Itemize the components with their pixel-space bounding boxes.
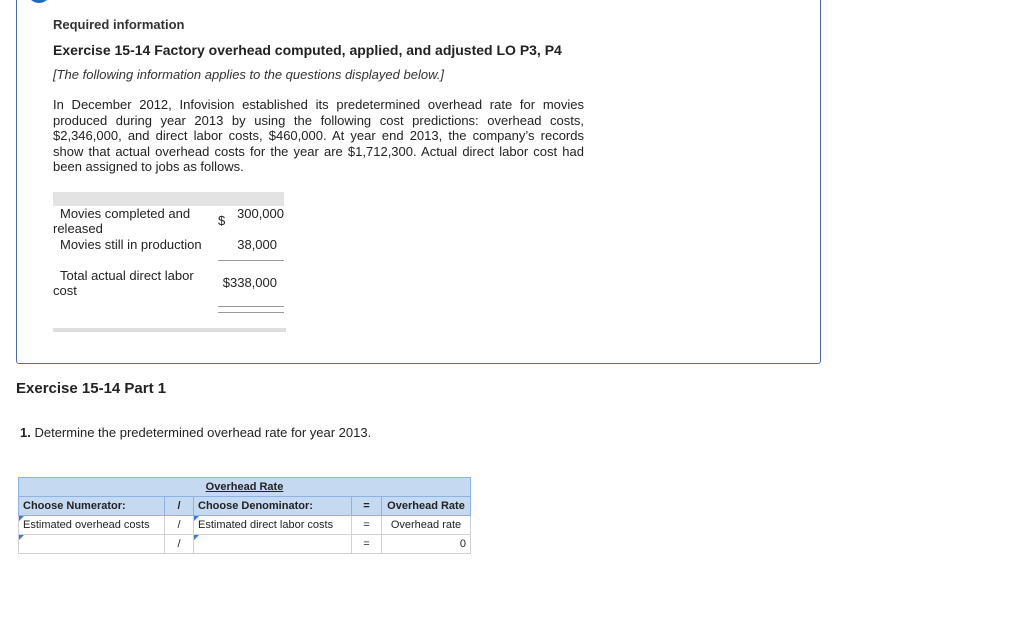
subtotal-rule — [218, 260, 284, 261]
equals-symbol: = — [352, 535, 382, 554]
total-double-rule-top — [218, 306, 284, 307]
question-text: Determine the predetermined overhead rate for year 2013. — [34, 425, 372, 440]
alert-icon — [27, 0, 51, 3]
currency-symbol: $ — [218, 213, 226, 228]
divide-symbol: / — [165, 516, 194, 535]
denominator-select[interactable]: Estimated direct labor costs — [194, 516, 352, 535]
cost-table-footer-bar — [53, 328, 286, 332]
overhead-rate-header: Overhead Rate — [19, 478, 471, 497]
equals-symbol: = — [352, 516, 382, 535]
divide-symbol: / — [165, 535, 194, 554]
required-information-label: Required information — [53, 17, 185, 32]
applies-note: [The following information applies to the questions displayed below.] — [53, 67, 444, 82]
cost-row-completed-value: 300,000 — [237, 206, 284, 221]
numerator-input[interactable] — [19, 535, 165, 554]
question-number: 1. — [20, 425, 31, 440]
numerator-header: Choose Numerator: — [19, 497, 165, 516]
exercise-title: Exercise 15-14 Factory overhead computed, applied, and adjusted LO P3, P4 — [53, 42, 562, 58]
numerator-select[interactable]: Estimated overhead costs — [19, 516, 165, 535]
cost-row-total-value: $338,000 — [222, 275, 277, 290]
denominator-header: Choose Denominator: — [194, 497, 352, 516]
equals-symbol: = — [352, 497, 382, 516]
result-header: Overhead Rate — [382, 497, 471, 516]
overhead-rate-table — [18, 477, 471, 554]
total-double-rule-bottom — [218, 312, 284, 313]
cost-row-production-label: Movies still in production — [60, 237, 202, 252]
part-title: Exercise 15-14 Part 1 — [16, 380, 167, 397]
problem-description: In December 2012, Infovision established its predetermined overhead rate for movies produced during year 2013 by using the following cost predictions: overhead costs, $2,346,000, and direct labor costs, $460,000. At year end 2013, the company’s records show that actual overhead costs for the year are $1,712,300. Actual direct labor cost had been assigned to jobs as follows. — [53, 97, 584, 174]
result-label: Overhead rate — [382, 516, 471, 535]
cost-row-completed-label: Movies completed and released — [53, 206, 191, 236]
cost-row-total-label: Total actual direct labor cost — [53, 268, 194, 298]
cost-table-header-bar — [53, 192, 284, 206]
denominator-input[interactable] — [194, 535, 352, 554]
overhead-rate-result: 0 — [382, 535, 471, 554]
question — [20, 425, 371, 440]
divide-symbol: / — [165, 497, 194, 516]
cost-row-production-value: 38,000 — [237, 237, 277, 252]
